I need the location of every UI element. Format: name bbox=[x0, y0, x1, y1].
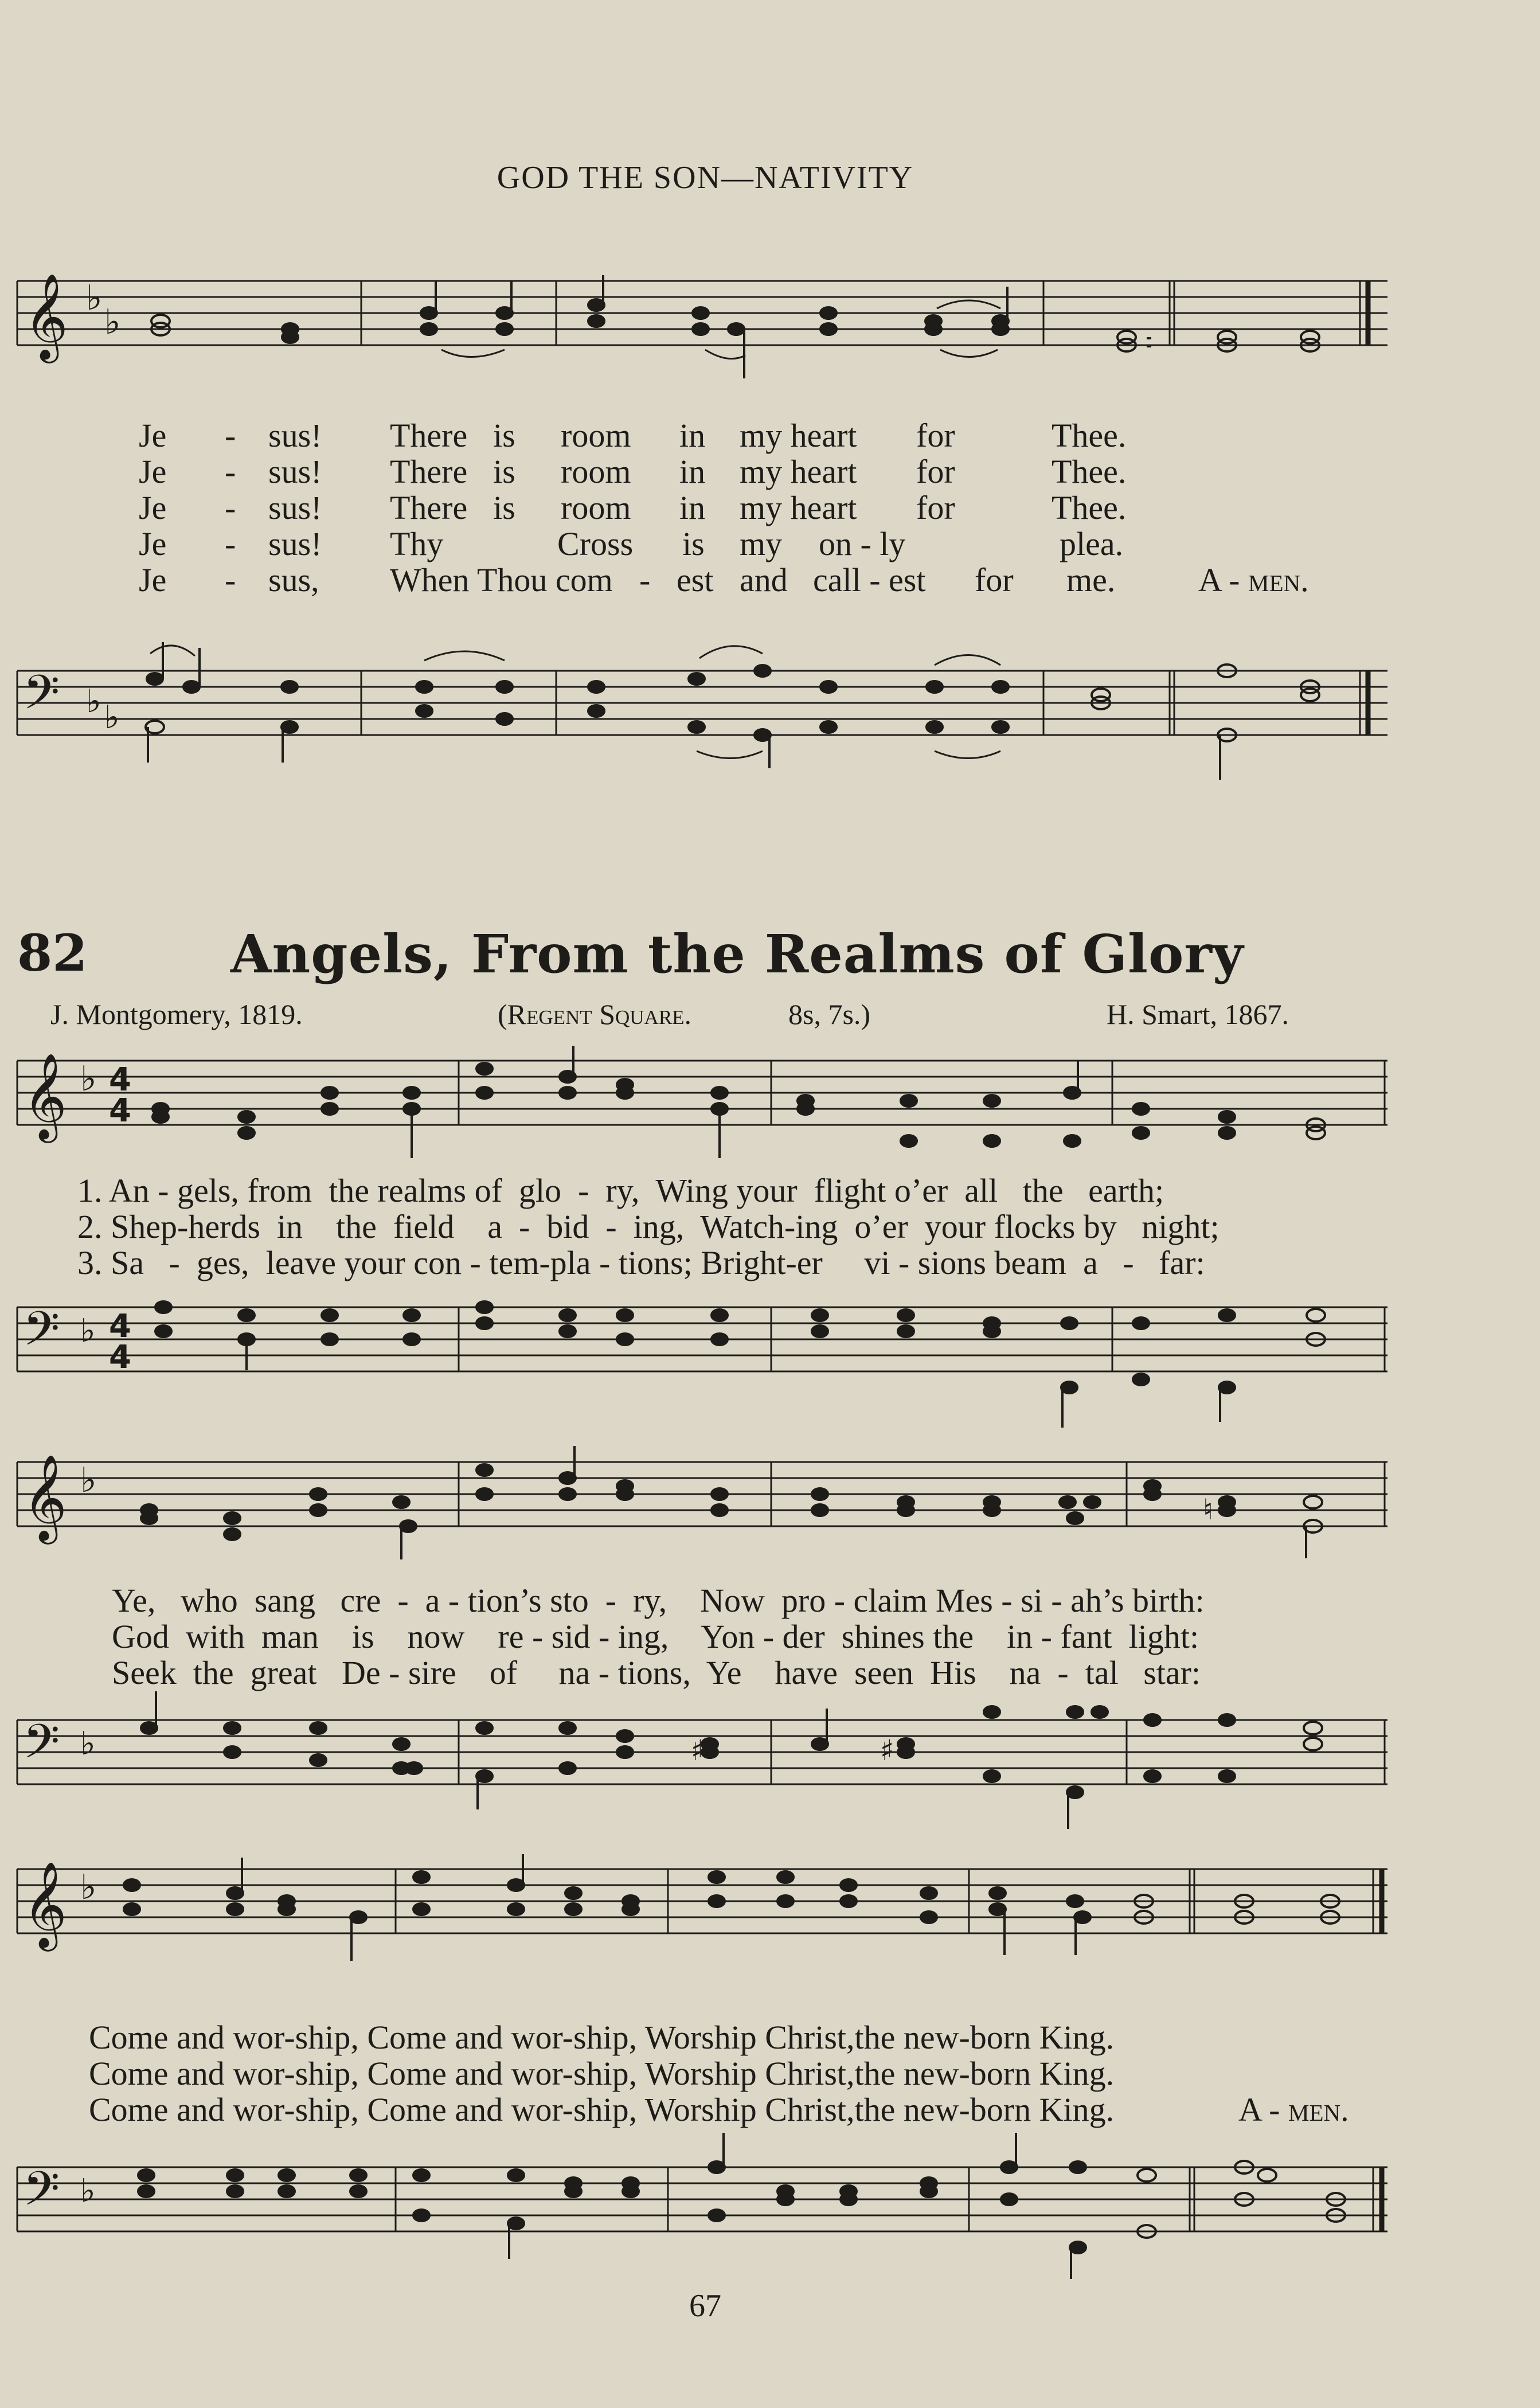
meter: 8s, 7s.) bbox=[788, 998, 871, 1030]
svg-text:𝄞: 𝄞 bbox=[23, 1453, 67, 1541]
verse2-line: God with man is now re - sid - ing, Yon - der shines the in - fant light: bbox=[112, 1618, 1199, 1655]
hymn81-verse-line: Je - sus! Thy Cross is my on - ly plea. bbox=[139, 525, 1124, 562]
hymn82-system3-bass bbox=[0, 2121, 1410, 2282]
svg-text:♭: ♭ bbox=[80, 1867, 97, 1907]
hymn82-system1-bass bbox=[0, 1284, 1410, 1433]
svg-text:♭: ♭ bbox=[80, 1312, 96, 1350]
svg-text:♭: ♭ bbox=[80, 1059, 97, 1099]
hymn82-system1-treble bbox=[0, 1043, 1410, 1170]
hymn81-verse-line: Je - sus! There is room in my heart for Thee. bbox=[139, 489, 1127, 526]
svg-text:4: 4 bbox=[109, 1092, 131, 1129]
hymn82-system1-lyrics bbox=[77, 1172, 1220, 1281]
svg-text:♯: ♯ bbox=[691, 1734, 705, 1767]
svg-text:♭: ♭ bbox=[80, 2172, 96, 2210]
hymn-title: Angels, From the Realms of Glory bbox=[230, 923, 1244, 985]
verse2-line: 2. Shep-herds in the field a - bid - ing, Watch-ing o’er your flocks by night; bbox=[77, 1208, 1220, 1245]
svg-text:𝄢: 𝄢 bbox=[23, 1301, 60, 1368]
svg-text:♮: ♮ bbox=[1203, 1493, 1213, 1526]
svg-text:♭: ♭ bbox=[86, 683, 101, 720]
tune-name: (Regent Square. bbox=[498, 998, 692, 1030]
svg-text:♭: ♭ bbox=[104, 699, 120, 736]
verse1-line: Ye, who sang cre - a - tion’s sto - ry, Now pro - claim Mes - si - ah’s birth: bbox=[112, 1582, 1205, 1619]
hymn-number: 82 bbox=[17, 923, 88, 983]
composer-credit: H. Smart, 1867. bbox=[1107, 998, 1289, 1030]
svg-text:♭: ♭ bbox=[80, 1460, 97, 1500]
hymn81-verse-line: Je - sus, When Thou com - est and call - est for me. A - men. bbox=[139, 561, 1309, 599]
hymn81-amen: A - men. bbox=[1198, 561, 1309, 599]
verse1-line: 1. An - gels, from the realms of glo - ry, Wing your flight o’er all the earth; bbox=[77, 1172, 1164, 1209]
hymn82-system2-bass bbox=[0, 1686, 1410, 1840]
verse3-line: 3. Sa - ges, leave your con - tem-pla - tions; Bright-er vi - sions beam a - far: bbox=[77, 1244, 1205, 1281]
hymn81-verse-line: Je - sus! There is room in my heart for Thee. bbox=[139, 453, 1127, 490]
svg-text:♭: ♭ bbox=[104, 302, 121, 342]
section-header: GOD THE SON—NATIVITY bbox=[497, 160, 914, 196]
hymn81-bass-staff bbox=[0, 619, 1410, 780]
svg-text:♭: ♭ bbox=[80, 1725, 96, 1762]
svg-text:𝄢: 𝄢 bbox=[23, 2161, 60, 2228]
svg-text:♯: ♯ bbox=[880, 1734, 894, 1767]
svg-text:4: 4 bbox=[109, 1308, 131, 1345]
hymn81-lyrics bbox=[0, 417, 1410, 598]
svg-text:4: 4 bbox=[109, 1061, 131, 1099]
svg-text:𝄞: 𝄞 bbox=[23, 1860, 67, 1948]
page-number: 67 bbox=[689, 2288, 721, 2324]
svg-text:𝄢: 𝄢 bbox=[23, 664, 60, 732]
hymn82-system2-treble bbox=[0, 1433, 1410, 1559]
hymn82-system3-treble bbox=[0, 1835, 1410, 1972]
hymnal-page: GOD THE SON—NATIVITY 𝄞 ♭ ♭ Je - sus! There is room in my heart for Thee. Je - sus! There is room in my heart for Thee. Je - sus! There is room in my heart for Thee. Je - sus! Thy Cross is my on - ly plea. Je - sus, When Thou com - est and call - est for me. A - men. 𝄢 ♭ ♭ 82 Angels, From the Realms of Glory J. Montgomery, 1819. (Regent Square. 8s, 7s.) H. Smart, 1867. 𝄞 ♭ 4 4 1. An - gels, from the realms of glo - ry, Wing your flight o’er all the earth; 2. Shep-herds in the field a - bid - ing, Watch-ing o’er your flocks by night; 3. Sa - ges, leave your con - tem-pla - tions; Bright-er vi - sions beam a - far: 𝄢 ♭ 4 4 𝄞 ♭ ♮ Ye, who sang cre - a - tion’s sto - ry, Now pro - claim Mes - si - ah’s birth: God with man is now re - sid - ing, Yon - der shines the in - fant light: Seek the great De - sire of na - tions, Ye have seen His na - tal star: 𝄢 ♭ ♯ ♯ 𝄞 ♭ Come and wor-ship, Come and wor-ship, Worship Christ,the new-born King. Come and wor-ship, Come and wor-ship, Worship Christ,the new-born King. Come and wor-ship, Come and wor-ship, Worship Christ,the new-born King. A - men. 𝄢 ♭ 67 bbox=[0, 0, 1540, 2408]
hymn82-title-row bbox=[17, 923, 1393, 986]
hymn81-verse-line: Je - sus! There is room in my heart for Thee. bbox=[139, 417, 1127, 454]
verse3-line: Seek the great De - sire of na - tions, Ye have seen His na - tal star: bbox=[112, 1654, 1201, 1691]
svg-text:4: 4 bbox=[109, 1339, 131, 1376]
hymn82-amen: A - men. bbox=[1238, 2091, 1349, 2128]
svg-text:♭: ♭ bbox=[86, 278, 103, 318]
svg-text:𝄞: 𝄞 bbox=[23, 1052, 67, 1139]
hymn82-system2-lyrics bbox=[112, 1582, 1205, 1691]
hymn81-treble-staff bbox=[0, 269, 1410, 384]
author-credit: J. Montgomery, 1819. bbox=[50, 998, 303, 1030]
svg-text:𝄢: 𝄢 bbox=[23, 1714, 60, 1781]
svg-text:𝄞: 𝄞 bbox=[24, 272, 68, 359]
